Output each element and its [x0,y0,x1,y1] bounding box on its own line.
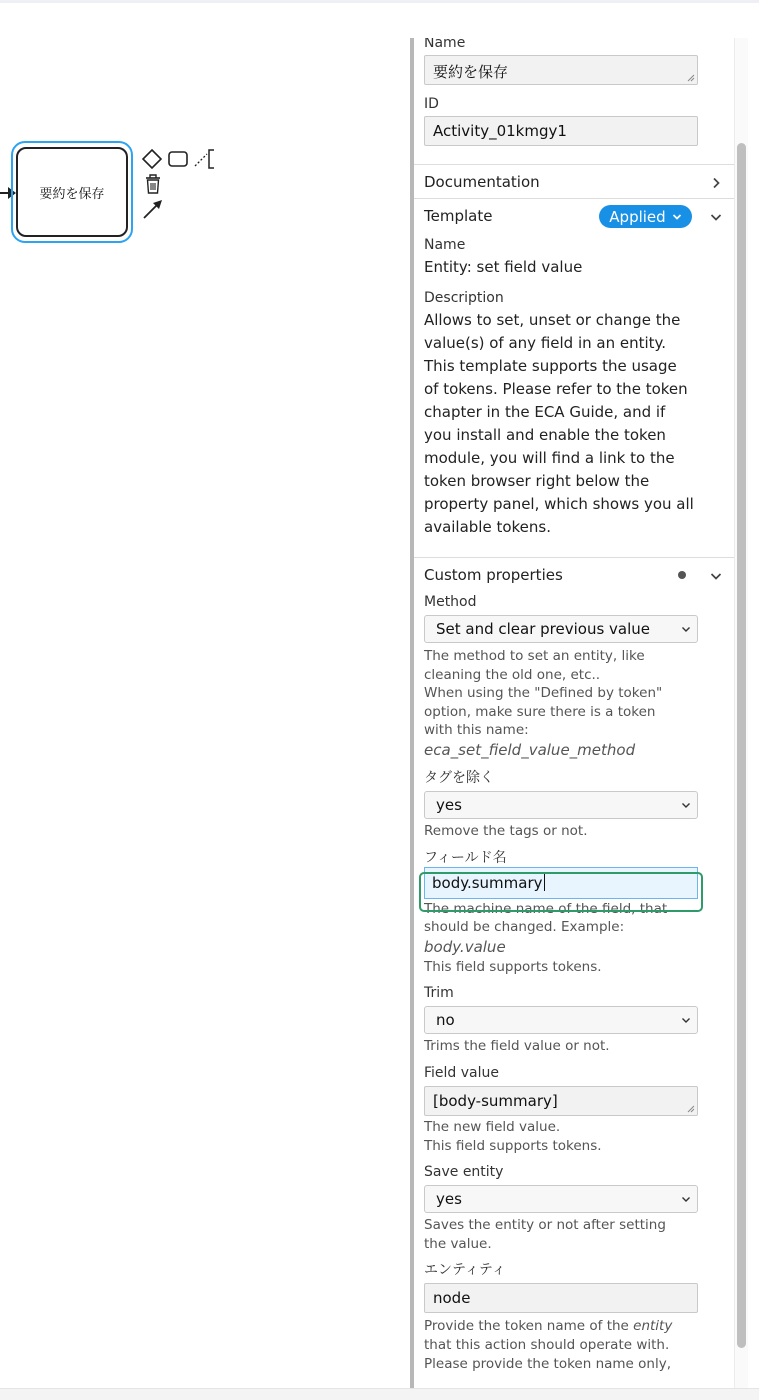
desc-line: The method to set an entity, like [424,648,645,664]
field-value-description [424,1118,698,1155]
desc-line: Please provide the token name only, [424,1355,672,1372]
task-label: 要約を保存 [39,186,105,202]
description-line: you install and enable the token [424,426,666,444]
field-name-value: body.summary [432,873,543,892]
desc-line: that this action should operate with. [424,1336,670,1353]
description-line: module, you will find a link to the [424,449,675,467]
documentation-title: Documentation [424,172,540,191]
save-entity-label: Save entity [424,1164,504,1181]
documentation-group-header[interactable] [414,164,734,198]
id-input[interactable]: Activity_01kmgy1 [424,116,698,146]
entity-description [424,1317,698,1373]
template-description [424,309,698,539]
properties-panel [414,38,734,1388]
name-textarea[interactable] [424,55,698,85]
select-chevron-icon [681,800,691,810]
method-label: Method [424,594,477,610]
description-line: property panel, which shows you all [424,495,694,513]
description-line: Allows to set, unset or change the [424,311,681,329]
delete-icon[interactable] [143,173,163,195]
general-group [414,38,734,164]
chevron-right-icon [710,177,722,189]
template-name-label: Name [424,237,466,253]
desc-line: The machine name of the field, that [424,900,668,917]
desc-line: Saves the entity or not after setting [424,1217,666,1234]
id-label: ID [424,96,439,112]
field-name-example: body.value [424,937,506,956]
save-entity-selected: yes [436,1190,462,1209]
entity-input[interactable]: node [424,1283,698,1313]
panel-scrollbar-thumb[interactable] [737,143,746,1348]
text-caret [544,874,545,891]
chevron-down-icon [710,211,722,223]
method-selected: Set and clear previous value [436,620,651,638]
strip-tags-select[interactable] [424,791,698,819]
select-chevron-icon [681,1194,691,1204]
window-bottom-bar [0,1388,759,1400]
description-line: token browser right below the [424,472,650,490]
desc-line: This field supports tokens. [424,958,602,975]
desc-line: The new field value. [424,1118,561,1135]
trim-selected: no [436,1011,455,1030]
desc-text: Provide the token name of the [424,1318,634,1335]
strip-tags-label: タグを除く [424,769,494,786]
desc-line: with this name: [424,722,529,739]
trim-label: Trim [424,985,454,1002]
trim-select[interactable] [424,1006,698,1034]
name-value: 要約を保存 [433,63,509,81]
template-applied-badge[interactable] [599,205,692,228]
desc-line: When using the "Defined by token" [424,685,663,702]
task-icon[interactable] [167,148,189,170]
field-value-value: [body-summary] [433,1091,558,1110]
changed-indicator-dot [678,571,686,579]
select-chevron-icon [681,624,691,634]
task-element[interactable] [16,147,128,237]
chevron-down-icon [710,570,722,582]
trim-description: Trims the field value or not. [424,1038,610,1055]
chevron-down-icon [672,212,682,222]
description-line: This template supports the usage [424,357,677,375]
desc-line: option, make sure there is a token [424,703,656,720]
template-group-header[interactable] [414,198,734,232]
entity-label: エンティティ [424,1262,506,1279]
resize-grip-icon[interactable] [687,1105,695,1113]
desc-line: This field supports tokens. [424,1137,602,1154]
text-annotation-icon[interactable] [193,148,217,170]
field-value-textarea[interactable] [424,1086,698,1116]
desc-line: the value. [424,1235,492,1252]
desc-emphasis: entity [633,1318,673,1335]
description-line: value(s) of any field in an entity. [424,334,667,352]
strip-tags-selected: yes [436,795,462,814]
connect-arrow-icon[interactable] [142,198,164,220]
field-name-label: フィールド名 [424,849,507,866]
method-select[interactable] [424,615,698,643]
applied-badge-label: Applied [609,207,666,226]
description-line: chapter in the ECA Guide, and if [424,403,666,421]
description-line: of tokens. Please refer to the token [424,380,688,398]
context-pad [140,145,220,225]
field-name-input[interactable] [424,867,698,899]
save-entity-select[interactable] [424,1185,698,1213]
diagram-canvas[interactable] [0,3,410,1388]
template-group-body [414,236,734,557]
custom-properties-title: Custom properties [424,565,563,584]
desc-line: cleaning the old one, etc.. [424,666,601,683]
resize-grip-icon[interactable] [687,74,695,82]
save-entity-description [424,1216,698,1253]
name-label: Name [424,38,466,51]
template-name-value: Entity: set field value [424,258,583,276]
method-description [424,647,698,761]
strip-tags-description: Remove the tags or not. [424,822,588,839]
gateway-icon[interactable] [141,148,163,170]
custom-properties-body [414,593,734,1373]
description-line: available tokens. [424,518,552,536]
template-title: Template [424,206,493,225]
template-description-label: Description [424,290,504,306]
field-name-description [424,900,698,977]
method-token-name: eca_set_field_value_method [424,740,636,759]
select-chevron-icon [681,1015,691,1025]
field-value-label: Field value [424,1064,500,1081]
custom-properties-group-header[interactable] [414,557,734,591]
desc-line: should be changed. Example: [424,919,625,936]
